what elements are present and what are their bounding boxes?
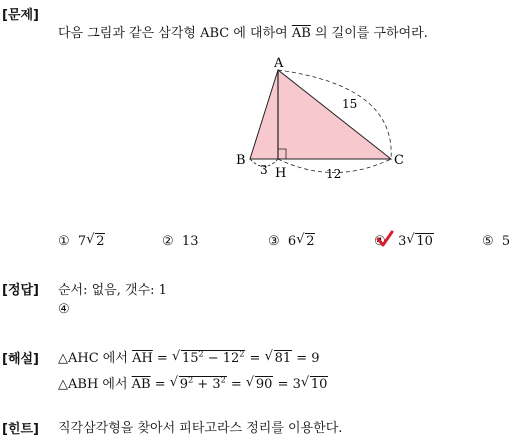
choice-3-radicand: 2: [306, 234, 315, 249]
choice-3-coef: 6: [287, 234, 297, 249]
exp2-exp-a: 2: [188, 375, 194, 385]
exp1-eq1: =: [152, 351, 172, 366]
explanation-label: [해설]: [2, 352, 39, 367]
exp1-ra: 15: [181, 351, 199, 366]
explanation-line-2: [58, 373, 328, 392]
choice-5[interactable]: [482, 234, 510, 249]
exp2-triangle: △ABH 에서: [58, 377, 132, 392]
exp1-minus: −: [203, 351, 223, 366]
explanation-line-1: [58, 347, 320, 366]
choice-4[interactable]: [374, 234, 434, 249]
vertex-b-label: B: [236, 153, 246, 168]
exp1-sqrt-2: [265, 351, 293, 366]
choice-3-sqrt: [296, 234, 315, 249]
exp2-r3: 10: [310, 377, 328, 392]
choice-2-marker: ②: [162, 234, 174, 249]
choice-5-value: 5: [501, 234, 511, 249]
choice-3-marker: ③: [268, 234, 280, 249]
exp2-sqrt-2: [246, 377, 274, 392]
choice-2[interactable]: [162, 234, 198, 249]
choice-1-sqrt: [86, 234, 105, 249]
choice-1-marker: ①: [58, 234, 70, 249]
exp2-rb: 3: [212, 377, 221, 392]
exp1-triangle: △AHC 에서: [58, 351, 133, 366]
choice-4-coef: 3: [398, 234, 407, 249]
exp2-exp-b: 2: [220, 375, 226, 385]
exp2-plus: +: [193, 377, 213, 392]
exp1-eq2: =: [245, 351, 265, 366]
exp1-rb: 12: [222, 351, 240, 366]
exp2-eq2: =: [226, 377, 246, 392]
problem-label: [문제]: [2, 8, 39, 23]
choice-2-value: 13: [181, 234, 199, 249]
check-icon: [376, 230, 394, 248]
vertex-h-label: H: [275, 166, 287, 181]
vertex-c-label: C: [394, 153, 404, 168]
exp2-eq3: = 3: [273, 377, 301, 392]
choice-5-marker: ⑤: [482, 234, 494, 249]
question-segment: $\overline{AB}$: [291, 26, 311, 41]
question-post: 의 길이를 구하여라.: [310, 26, 428, 41]
exp1-sqrt-1: [172, 351, 245, 366]
choice-1-radicand: 2: [96, 234, 105, 249]
exp1-eq3: = 9: [292, 351, 320, 366]
exp1-exp-b: 2: [239, 349, 245, 359]
answer-value: ④: [58, 302, 70, 317]
triangle-abc: [250, 70, 391, 159]
exp2-r2: 90: [255, 377, 273, 392]
question-pre: 다음 그림과 같은 삼각형 ABC 에 대하여: [58, 26, 292, 41]
length-ac-label: 15: [342, 97, 358, 111]
length-hc-label: 12: [326, 167, 342, 181]
choice-1-coef: 7: [77, 234, 87, 249]
length-bh-label: 3: [260, 163, 268, 177]
triangle-figure: [228, 50, 418, 185]
exp2-sqrt-1: [170, 377, 227, 392]
choice-4-marker: ④: [374, 234, 386, 249]
hint-label: [힌트]: [2, 422, 39, 437]
vertex-a-label: A: [274, 56, 284, 71]
exp2-ra: 9: [179, 377, 189, 392]
exp2-segment: $\overline{AB}$: [131, 377, 151, 392]
exp2-eq1: =: [150, 377, 170, 392]
exp1-exp-a: 2: [198, 349, 204, 359]
exp2-sqrt-3: [301, 377, 329, 392]
exp1-segment: $\overline{AH}$: [132, 351, 153, 366]
hint-text: 직각삼각형을 찾아서 피타고라스 정리를 이용한다.: [58, 421, 343, 436]
question-text: [58, 22, 428, 41]
choice-4-sqrt: [406, 234, 434, 249]
choice-4-marker-wrap: [374, 234, 390, 249]
answer-label: [정답]: [2, 283, 39, 298]
choice-3[interactable]: [268, 234, 315, 249]
answer-order-text: 순서: 없음, 갯수: 1: [58, 283, 167, 298]
choice-1[interactable]: [58, 234, 105, 249]
exp1-r2: 81: [274, 351, 292, 366]
choice-4-radicand: 10: [416, 234, 433, 249]
